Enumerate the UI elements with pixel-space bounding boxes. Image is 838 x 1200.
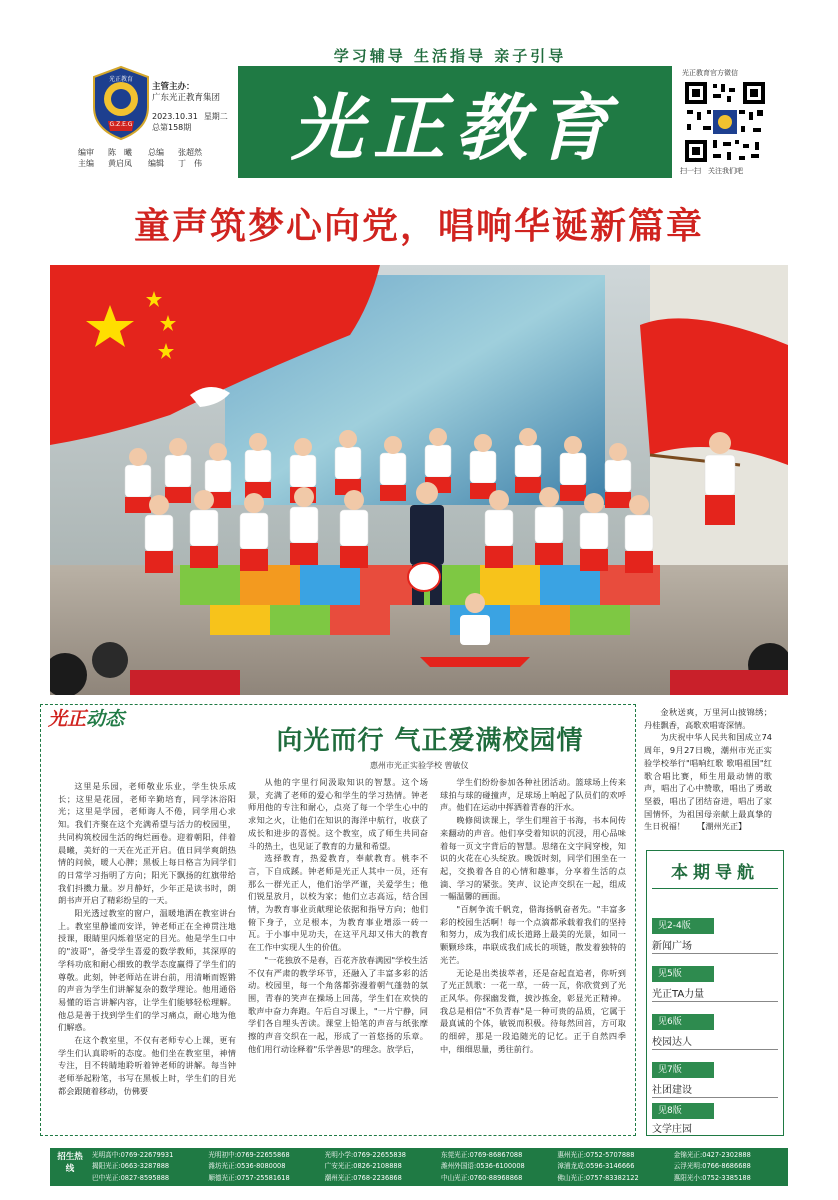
- hotline-item: 惠州光正:0752-5707888: [557, 1151, 635, 1159]
- issue-weekday: 星期二: [203, 112, 228, 121]
- paragraph: 选择教育，热爱教育，奉献教育。桃李不言，下自成蹊。钟老师是光正人其中一员，还有那么一群光正人，他们治学严谨，关爱学生；他们锐星放月，以校为家；他们立志高远，结合国情，为教育事业贡献理论依据和指导方向；他们俯下身子，立足根本，为教育事业增添一砖一瓦。于小事中见功夫，在这平凡却又伟大的教育在工作中实现人生的价值。: [248, 853, 428, 953]
- nav-item-news[interactable]: 新闻广场: [652, 941, 692, 952]
- hotline-item: 光明初中:0769-22655868: [208, 1151, 290, 1159]
- paragraph: 学生们纷纷参加各种社团活动。篮球场上传来球拍与球的碰撞声，足球场上响起了队员们的欢呼声。他们在运动中挥洒着青春的汗水。: [440, 777, 626, 813]
- article-column-3: [440, 776, 626, 1132]
- staff-role: 编审: [78, 148, 94, 157]
- masthead-slogan: 学习辅导 生活指导 亲子引导: [333, 47, 567, 65]
- divider: [652, 888, 778, 889]
- nav-tab-page[interactable]: 见5版: [652, 966, 714, 982]
- staff-name: 张超然: [178, 148, 202, 157]
- section-tag-b: 动态: [86, 708, 125, 730]
- nav-item-clubs[interactable]: 社团建设: [652, 1085, 692, 1096]
- hotline-item: 光明小学:0769-22655838: [324, 1151, 406, 1159]
- paragraph: 这里是乐园，老师敬业乐业，学生快乐成长；这里是花园，老师辛勤培育，同学沐浴阳光；这里是学园，老师诲人不倦，同学用心求知。我们齐聚在这个充满希望与活力的校园里，共同构筑校园生活的绚烂画卷。迎着朝阳，伴着晨曦，美好的一天在光正开启。值日同学爽朗热情的问候，暖人心脾；黑板上每日格言为同学们的日常学习指明了方向；阳光下飘扬的红旗带给我们抖擞力量。岁月静好，少年正是读书时，朗朗书声开启了精彩纷呈的一天。: [58, 781, 236, 906]
- hotline-list: [92, 1150, 786, 1184]
- nav-tab-page[interactable]: 见2-4版: [652, 918, 714, 934]
- navigation-title: 本期导航: [671, 863, 759, 883]
- hotline-item: 潍坊光正:0536-8080008: [208, 1162, 286, 1171]
- nav-item-power[interactable]: 光正TA力量: [652, 989, 705, 1000]
- nav-item-literature[interactable]: 文学庄园: [652, 1124, 692, 1135]
- publisher-block: [152, 82, 220, 104]
- qr-code[interactable]: [683, 80, 767, 164]
- issue-info: [152, 112, 228, 133]
- divider: [652, 953, 778, 954]
- nav-item-talent[interactable]: 校园达人: [652, 1037, 692, 1048]
- hotline-item: 潍州外国语:0536-6100008: [441, 1162, 525, 1171]
- article-column-2: [248, 776, 428, 1132]
- hotline-item: 云浮光明:0766-8686688: [673, 1162, 751, 1171]
- hotline-item: 巴中光正:0827-8595888: [92, 1173, 170, 1182]
- hotline-item: 惠阳光小:0752-3385188: [673, 1173, 751, 1182]
- nav-tab-page[interactable]: 见8版: [652, 1103, 714, 1119]
- choir-photo: [50, 265, 788, 695]
- paragraph: 阳光透过教室的窗户，温暖地洒在教室讲台上。教室里静谧而安详，钟老师正在全神贯注地授课，眼睛里闪烁着坚定的目光。他是学生口中的"波哥"，备受学生喜爱的数学教师，其深厚的学科功底和耐心细致的教学态度赢得了学生们的尊敬。此刻，钟老师站在讲台前，用清晰而铿锵的声音为学生们讲解复杂的数学理论。他用通俗易懂的语言讲解内容，让学生们能够轻松理解。他总是善于找到学生们的学习痛点，耐心地为他们解惑。: [58, 908, 236, 1033]
- section-tag-a: 光正: [48, 708, 87, 730]
- qr-label: 光正教育官方微信: [682, 69, 738, 77]
- hotline-item: 潮州光正:0768-2236868: [324, 1173, 402, 1182]
- paragraph: 在这个教室里，不仅有老师专心上课，更有学生们认真聆听的态度。他们坐在教室里，神情专注，目不转睛地聆听着钟老师的讲解。每当钟老师举起粉笔，书写在黑板上时，学生们的目光都会跟随着移动，仿佛要: [58, 1035, 236, 1096]
- hotline-item: 中山光正:0760-88968868: [441, 1173, 523, 1182]
- paragraph: 从他的字里行间汲取知识的智慧。这个场景，充满了老师的爱心和学生的学习热情。钟老师用他的专注和耐心，点亮了每一个学生心中的求知之火，让他们在知识的海洋中航行，收获了成长和进步的喜悦。这个教室，成了师生共同奋斗的热土，也见证了教育的力量和希望。: [248, 777, 428, 851]
- staff-role: 编辑: [148, 159, 164, 168]
- publisher-name: 广东光正教育集团: [152, 93, 221, 103]
- divider: [652, 1049, 778, 1050]
- hotline-item: 东莞光正:0769-86867088: [441, 1151, 523, 1159]
- staff-list: [78, 148, 218, 169]
- nav-tab-page[interactable]: 见7版: [652, 1062, 714, 1078]
- staff-role: 总编: [148, 148, 164, 157]
- staff-role: 主编: [78, 159, 94, 168]
- paragraph: 为庆祝中华人民共和国成立74周年，9月27日晚，潮州市光正实验学校举行"唱响红歌 歌唱祖国"红歌合唱比赛，师生用最动情的歌声，唱出了心中赞歌，唱出了勇敢坚毅，唱出了团结奋进，唱出了家国情怀，为祖国母亲献上最真挚的生日祝福！ 【潮州光正】: [644, 732, 772, 832]
- issue-number: 总第158期: [152, 122, 192, 132]
- hotline-heading: 招生热线: [57, 1152, 83, 1174]
- section-tag: [48, 704, 124, 731]
- paragraph: "百舸争流千帆竞，借海扬帆奋者先。"丰富多彩的校园生活啊！每一个点滴都承载着我们的坚持和努力，成为我们成长道路上最美的光景，如同一颗颗珍珠，串联成我们成长的项链，散发着独特的光芒。: [440, 904, 626, 965]
- hotline-item: 广安光正:0826-2108888: [324, 1162, 402, 1171]
- article-column-1: [58, 780, 236, 1132]
- logo-text: G.Z.E.G: [109, 121, 133, 128]
- nav-tab-page[interactable]: 见6版: [652, 1014, 714, 1030]
- paragraph: 金秋送爽，万里河山披锦绣；丹桂飘香，高歌欢唱寄深情。: [644, 707, 772, 730]
- paragraph: 无论是出类拔萃者，还是奋起直追者，你听到了光正凯歌：一花一草，一砖一瓦，你欣赏到了光正风华。你探幽发微，披沙拣金，彰显光正精神。我总是相信"不负青春"是一种可贵的品质，它属于最真诚的个体，敏锐而积极。待每然回首，方可取的细碎，那是一段追随光的记忆。正于自然四季中，细细思量，勇往前行。: [440, 967, 626, 1054]
- article-byline: 惠州市光正实验学校 曾敏仪: [370, 761, 469, 770]
- staff-name: 黄启凤: [108, 159, 132, 168]
- staff-name: 丁 伟: [178, 159, 202, 168]
- qr-caption: 扫一扫 关注我们吧: [680, 167, 743, 175]
- paragraph: 晚修阅读课上，学生们埋首于书海，书本间传来翻动的声音。他们享受着知识的沉浸，用心品味着每一页文字背后的智慧。思绪在文字间穿梭，知识的火花在心头绽放。晚饭时刻，同学们围坐在一起，交换着各自的心情和趣事，分享着生活的点滴、学习的紧张。笑声、议论声交织在一起，组成一幅温馨的画面。: [440, 815, 626, 902]
- divider: [652, 1001, 778, 1002]
- main-headline: 童声筑梦心向党，唱响华诞新篇章: [133, 206, 704, 247]
- divider: [652, 1097, 778, 1098]
- hotline-item: 漳浦龙成:0596-3146666: [557, 1162, 635, 1171]
- article-title: 向光而行 气正爱满校园情: [276, 726, 584, 756]
- paper-name: 光正教育: [290, 85, 619, 170]
- hotline-item: 揭阳光正:0663-3287888: [92, 1162, 170, 1171]
- hotline-item: 顺德光正:0757-25581618: [208, 1173, 290, 1182]
- publisher-label: 主管主办：: [152, 82, 195, 92]
- hotline-item: 金锦光正:0427-2302888: [673, 1151, 751, 1159]
- logo-top-text: 光正教育: [108, 76, 133, 83]
- hotline-item: 佛山光正:0757-83382122: [557, 1173, 639, 1182]
- staff-name: 陈 曦: [108, 148, 132, 157]
- paragraph: "一花独放不是春，百花齐放春满园"学校生活不仅有严肃的教学环节，还融入了丰富多彩的活动。校园里，每一个角落都弥漫着朝气蓬勃的氛围，青春的笑声在操场上回荡，学生们在欢快的歌声中奋力奔跑。午后自习课上，"一片宁静，同学们各自埋头苦读。课堂上铅笔的声音与纸张摩擦的声音交织在一起，形成了一首悠扬的乐章。他们用行动诠释着"乐学善思"的理念。放学后，: [248, 954, 428, 1054]
- hotline-item: 光明高中:0769-22679931: [92, 1151, 174, 1159]
- issue-date: 2023.10.31: [152, 112, 198, 121]
